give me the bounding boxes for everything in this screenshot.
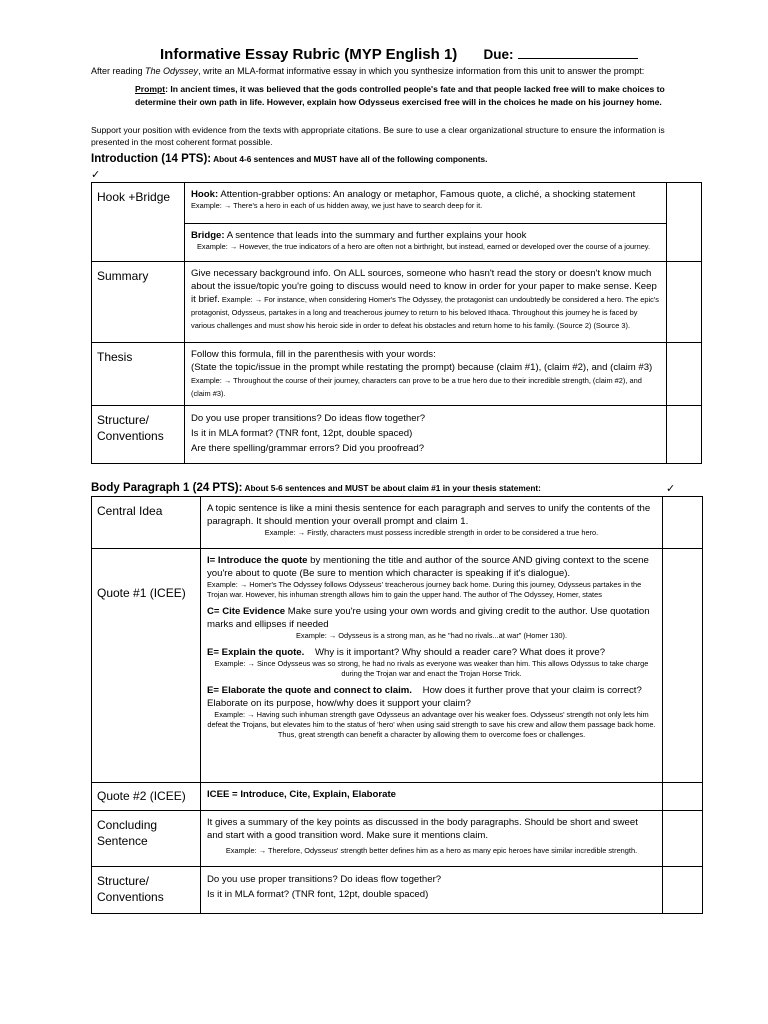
row-central-idea [92,497,703,549]
quote1-cite [207,605,656,641]
central-idea-score-box[interactable] [663,497,703,549]
concluding-text: It gives a summary of the key points as discussed in the body paragraphs. Should be short and sweet and start with a good transition word. Make sure it mentions claim. [207,817,638,841]
intro-structure-q2: Is it in MLA format? (TNR font, 12pt, double spaced) [191,428,413,439]
intro-work-title: The Odyssey [145,66,199,76]
row-intro-structure [92,406,702,464]
row-body-structure [92,867,703,914]
central-idea-example: Example: → Firstly, characters must possess incredible strength in order to be considered a true hero. [264,528,599,537]
quote1-score-box[interactable] [663,549,703,783]
hook-bold: Hook: [191,189,219,200]
introduction-heading-text: Introduction (14 PTS): [91,153,212,165]
body1-check-mark: ✓ [666,483,676,495]
bridge-bold: Bridge: [191,230,225,241]
thesis-line2: (State the topic/issue in the prompt while restating the prompt) because (claim #1), (claim #2), and (claim #3) [191,362,653,373]
intro-structure-cell [185,406,667,464]
summary-label: Summary [92,262,185,343]
hook-example: Example: → There's a hero in each of us hidden away, we just have to search deep for it. [191,201,483,210]
concluding-cell [201,811,663,867]
page-title [160,46,638,63]
row-thesis [92,343,702,406]
concluding-label: Concluding Sentence [92,811,201,867]
summary-cell [185,262,667,343]
summary-text: Give necessary background info. On ALL sources, someone who hasn't read the story or doesn't know much about the issue/topic you're going to discuss would need to know in order for your paper to make sense. Keep it brief. [191,268,657,305]
row-quote1 [92,549,703,783]
quote2-text: ICEE = Introduce, Cite, Explain, Elaborate [201,783,663,811]
due-label: Due: [483,47,514,62]
intro-before: After reading [91,66,146,76]
elaborate-example: Example: → Having such inhuman strength gave Odysseus an advantage over his weaker foes. Odysseus' strength not only lets him defeat the Trojans, but elevates him to the status of 'hero' when using said strength to save his crew and allow them passage back home. Thus, great strength can benefit a character by allowing them to overcome foes or challenges. [207,710,656,739]
intro-after: , write an MLA-format informative essay in which you synthesize information from this unit to answer the prompt: [198,66,645,76]
quote1-elaborate [207,684,656,740]
elaborate-bold: E= Elaborate the quote and connect to claim. [207,685,412,696]
thesis-label: Thesis [92,343,185,406]
prompt-label: Prompt [135,84,166,94]
thesis-line1: Follow this formula, fill in the parenthesis with your words: [191,349,436,360]
central-idea-cell [201,497,663,549]
intro-structure-q1: Do you use proper transitions? Do ideas flow together? [191,413,426,424]
cite-bold: C= Cite Evidence [207,606,286,617]
row-summary [92,262,702,343]
body-structure-score-box[interactable] [663,867,703,914]
introduction-heading [91,153,487,165]
due-blank-line [518,46,638,59]
elaborate-text: How does it further prove that your claim is correct? Elaborate on its purpose, how/why does it support your claim? [207,685,645,709]
body-structure-q1: Do you use proper transitions? Do ideas flow together? [207,874,442,885]
rubric-title: Informative Essay Rubric (MYP English 1) [160,46,458,63]
hook-cell [185,183,667,224]
support-instructions: Support your position with evidence from the texts with appropriate citations. Be sure to use a clear organizational structure to ensure the information is presented in the most coherent format possible. [91,125,665,147]
intro-structure-score-box[interactable] [667,406,702,464]
bridge-text: A sentence that leads into the summary and further explains your hook [224,230,527,241]
cite-text: Make sure you're using your own words and giving credit to the author. Use quotation marks and ellipses if needed [207,606,650,630]
concluding-example: Example: → Therefore, Odysseus' strength better defines him as a hero as many epic heroes have similar incredible strength. [225,846,638,855]
essay-prompt [135,83,685,109]
introduce-text: by mentioning the title and author of the source AND giving context to the scene you're about to quote (Be sure to mention which character is speaking if it's dialogue). [207,555,649,579]
thesis-cell [185,343,667,406]
hook-score-box[interactable] [667,183,702,262]
thesis-score-box[interactable] [667,343,702,406]
explain-text: Why is it important? Why should a reader care? What does it prove? [304,647,606,658]
central-idea-label: Central Idea [92,497,201,549]
quote1-cell [201,549,663,783]
explain-example: Example: → Since Odysseus was so strong, he had no rivals as everyone was weaker than him. This allows Odyssus to take charge during the Trojan war and enact the Trojan Horse Trick. [214,659,649,678]
body-structure-cell [201,867,663,914]
body1-subheading: About 5-6 sentences and MUST be about claim #1 in your thesis statement: [242,483,541,493]
central-idea-text: A topic sentence is like a mini thesis sentence for each paragraph and serves to unify the contents of the paragraph. It should mention your overall prompt and claim 1. [207,503,651,527]
quote1-label: Quote #1 (ICEE) [92,549,201,783]
summary-example: Example: → For instance, when considering Homer's The Odyssey, the protagonist can undoubtedly be considered a hero. The epic's protagonist, Odysseus, partakes in a long and treacherous journey to return to his beloved Ithaca. Throughout this journey he is faced by various challenges and must show his heroic side in order to defeat his obstacles and return home to his family. (Source 2) (Source 3). [191,295,659,330]
body1-table [91,496,703,914]
introduce-bold: I= Introduce the quote [207,555,308,566]
row-hook [92,183,702,224]
intro-structure-label: Structure/ Conventions [92,406,185,464]
summary-score-box[interactable] [667,262,702,343]
bridge-example: Example: → However, the true indicators of a hero are often not a birthright, but instead, earned or developed over the course of a journey. [197,242,651,251]
hook-bridge-label: Hook +Bridge [92,183,185,262]
quote1-introduce [207,554,656,600]
introduce-example: Example: → Homer's The Odyssey follows Odysseus' treacherous journey back home. During this journey, Odysseus partakes in the Trojan war. However, his inhuman strength allows him to gain the upper hand. The author of The Odyssey, Homer, states [207,580,642,599]
quote2-score-box[interactable] [663,783,703,811]
bridge-cell [185,224,667,262]
body-structure-label: Structure/ Conventions [92,867,201,914]
body1-heading-text: Body Paragraph 1 (24 PTS): [91,482,243,494]
hook-text: Attention-grabber options: An analogy or metaphor, Famous quote, a cliché, a shocking statement [218,189,636,200]
introduction-table [91,182,702,464]
quote2-label: Quote #2 (ICEE) [92,783,201,811]
assignment-intro [91,66,644,76]
cite-example: Example: → Odysseus is a strong man, as he "had no rivals...at war" (Homer 130). [295,631,567,640]
explain-bold: E= Explain the quote. [207,647,305,658]
quote1-explain [207,646,656,679]
intro-structure-q3: Are there spelling/grammar errors? Did you proofread? [191,443,425,454]
body1-heading [91,482,541,494]
thesis-example: Example: → Throughout the course of their journey, characters can prove to be a true hero due to their incredible strength, (claim #2), and (claim #3). [191,376,642,398]
row-quote2 [92,783,703,811]
introduction-check-mark: ✓ [91,169,101,181]
introduction-subheading: About 4-6 sentences and MUST have all of the following components. [211,154,488,164]
prompt-text: : In ancient times, it was believed that the gods controlled people's fate and that people lacked free will to make choices to determine their own path in life. However, explain how Odysseus exercised free will in the choices he made on his journey home. [135,84,665,107]
row-concluding [92,811,703,867]
body-structure-q2: Is it in MLA format? (TNR font, 12pt, double spaced) [207,889,429,900]
concluding-score-box[interactable] [663,811,703,867]
